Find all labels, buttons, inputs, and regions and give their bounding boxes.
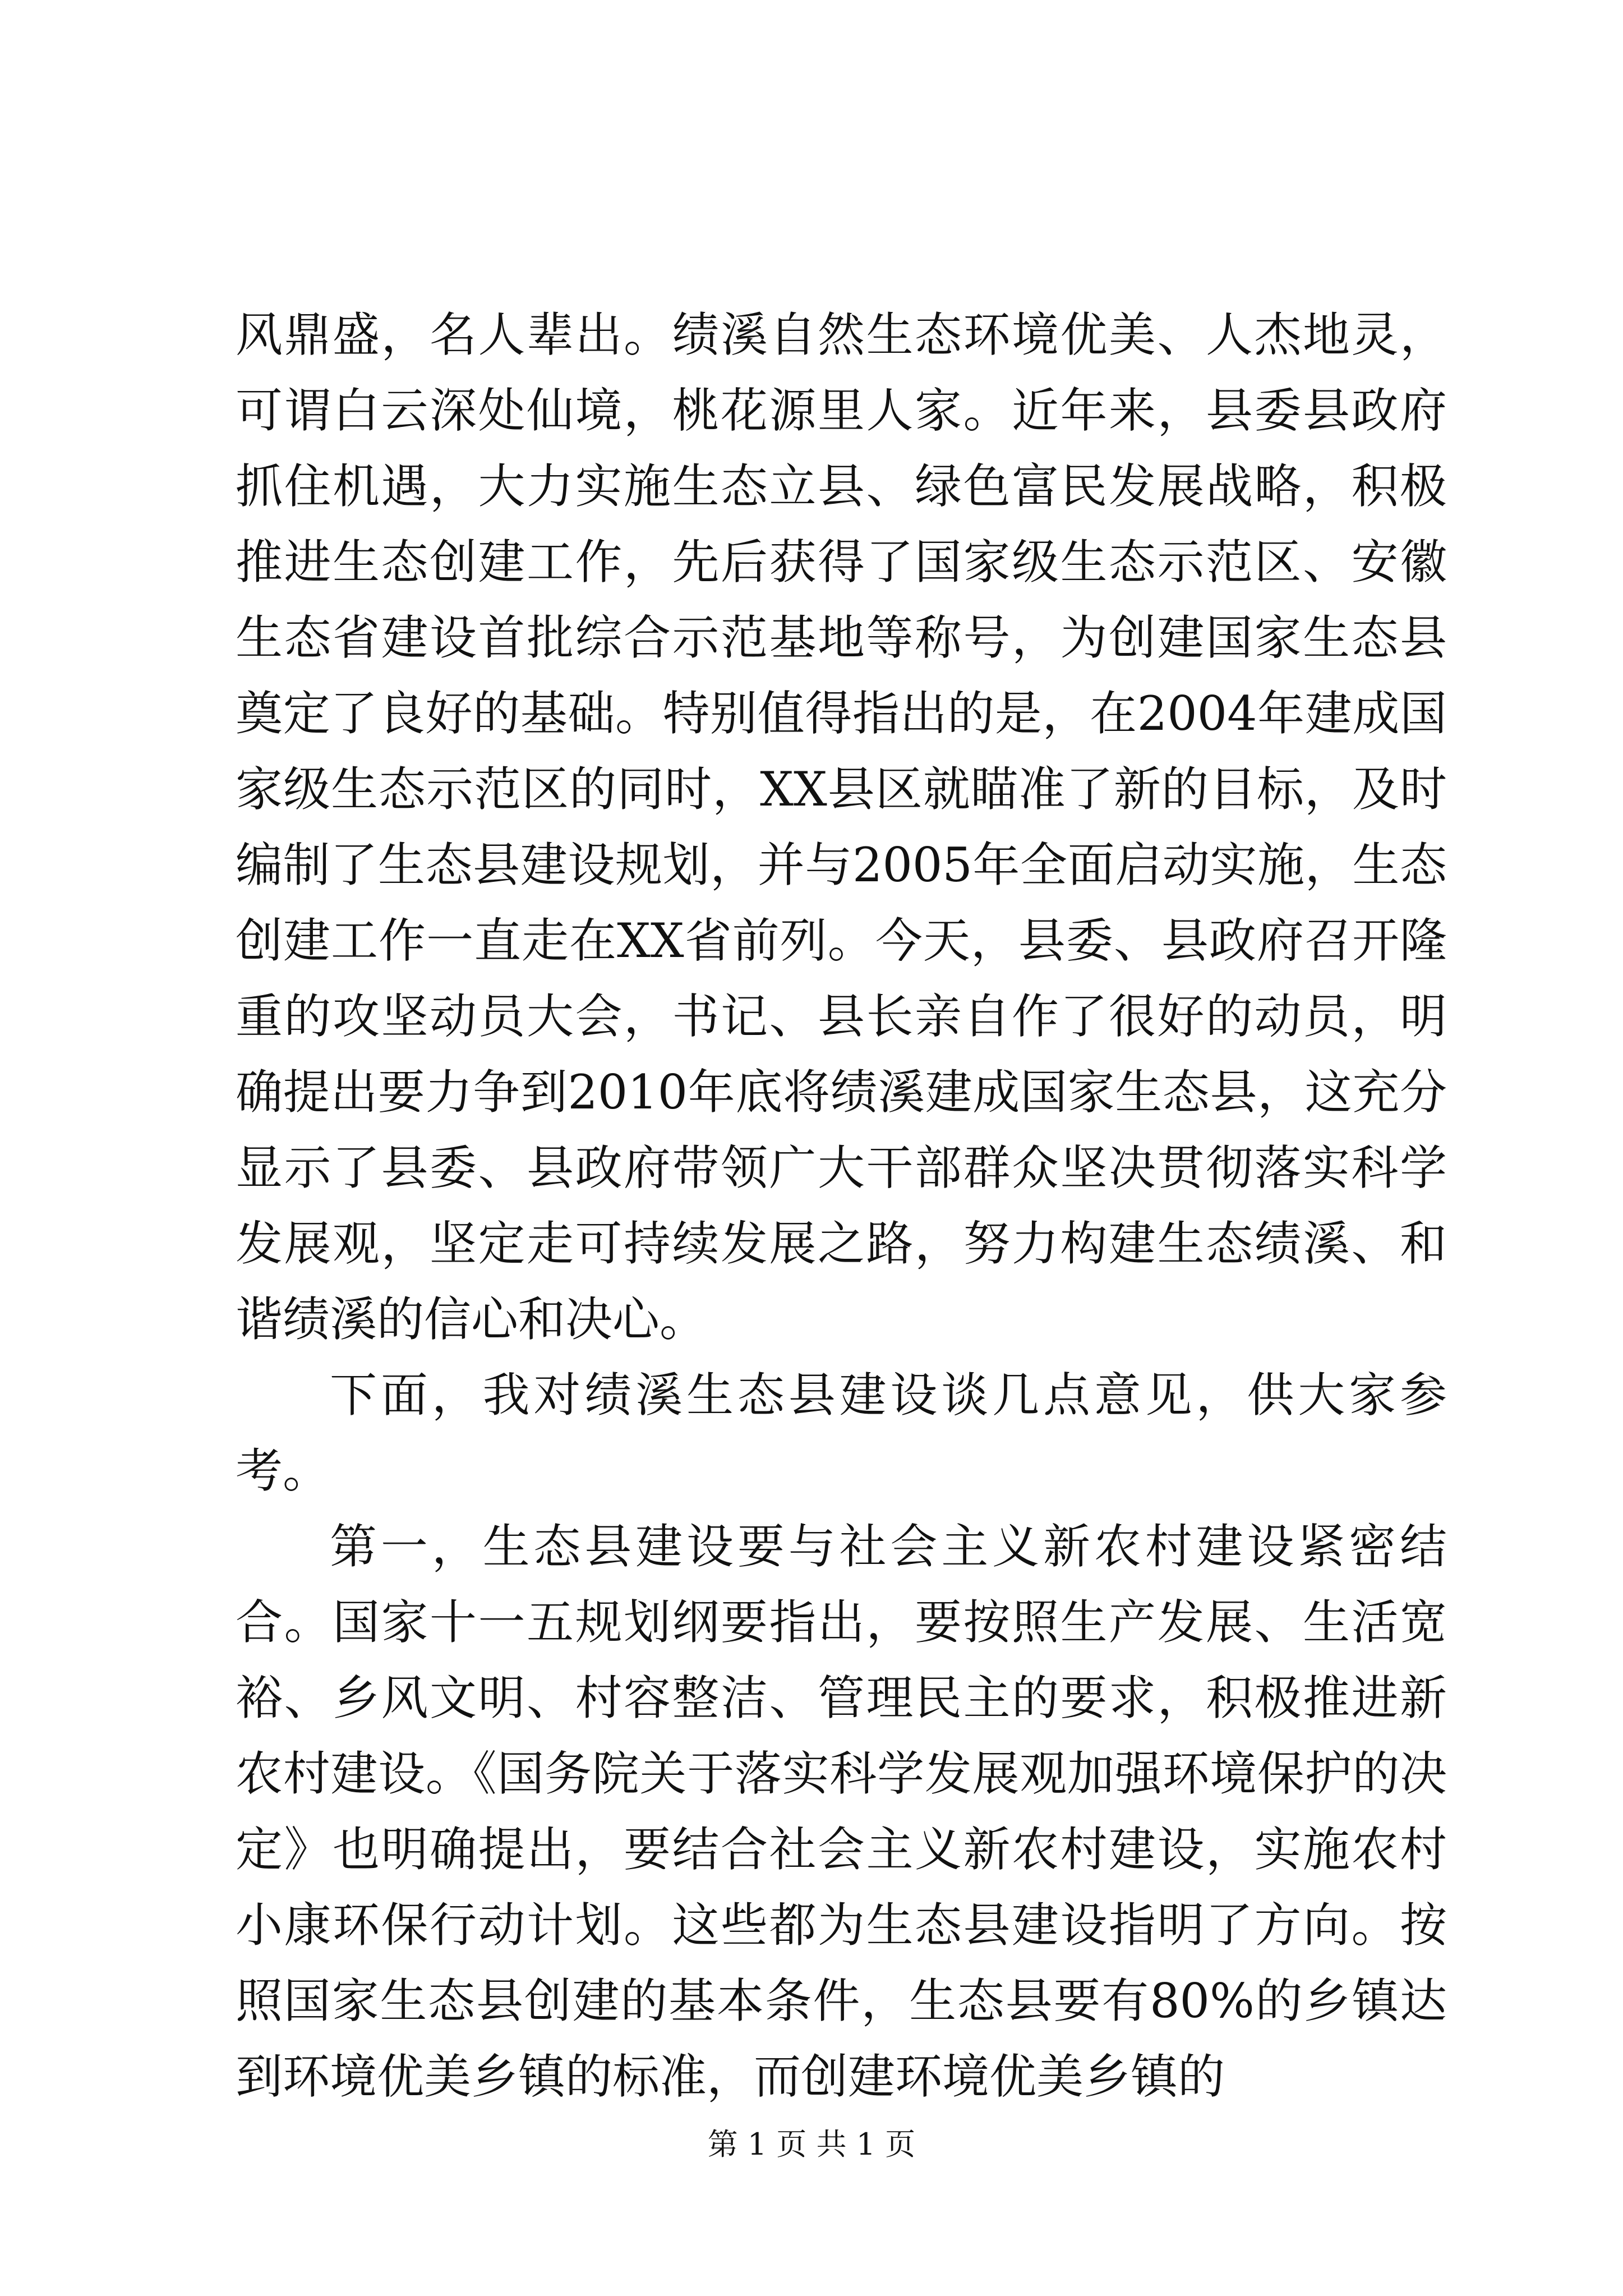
paragraph-2: 下面，我对绩溪生态县建设谈几点意见，供大家参考。: [236, 1368, 1447, 1498]
document-body: [236, 297, 1447, 2115]
page-number-footer: 第 1 页 共 1 页: [707, 2127, 916, 2162]
paragraph-3: 第一，生态县建设要与社会主义新农村建设紧密结合。国家十一五规划纲要指出，要按照生产发展、生活宽裕、乡风文明、村容整洁、管理民主的要求，积极推进新农村建设。《国务院关于落实科学发展观加强环境保护的决定》也明确提出，要结合社会主义新农村建设，实施农村小康环保行动计划。这些都为生态县建设指明了方向。按照国家生态县创建的基本条件，生态县要有80%的乡镇达到环境优美乡镇的标准，而创建环境优美乡镇的: [236, 1519, 1447, 2104]
paragraph-1: 风鼎盛，名人辈出。绩溪自然生态环境优美、人杰地灵，可谓白云深处仙境，桃花源里人家。近年来，县委县政府抓住机遇，大力实施生态立县、绿色富民发展战略，积极推进生态创建工作，先后获得了国家级生态示范区、安徽生态省建设首批综合示范基地等称号，为创建国家生态县奠定了良好的基础。特别值得指出的是，在2004年建成国家级生态示范区的同时，XX县区就瞄准了新的目标，及时编制了生态县建设规划，并与2005年全面启动实施，生态创建工作一直走在XX省前列。今天，县委、县政府召开隆重的攻坚动员大会，书记、县长亲自作了很好的动员，明确提出要力争到2010年底将绩溪建成国家生态县，这充分显示了县委、县政府带领广大干部群众坚决贯彻落实科学发展观，坚定走可持续发展之路，努力构建生态绩溪、和谐绩溪的信心和决心。: [236, 307, 1447, 1347]
